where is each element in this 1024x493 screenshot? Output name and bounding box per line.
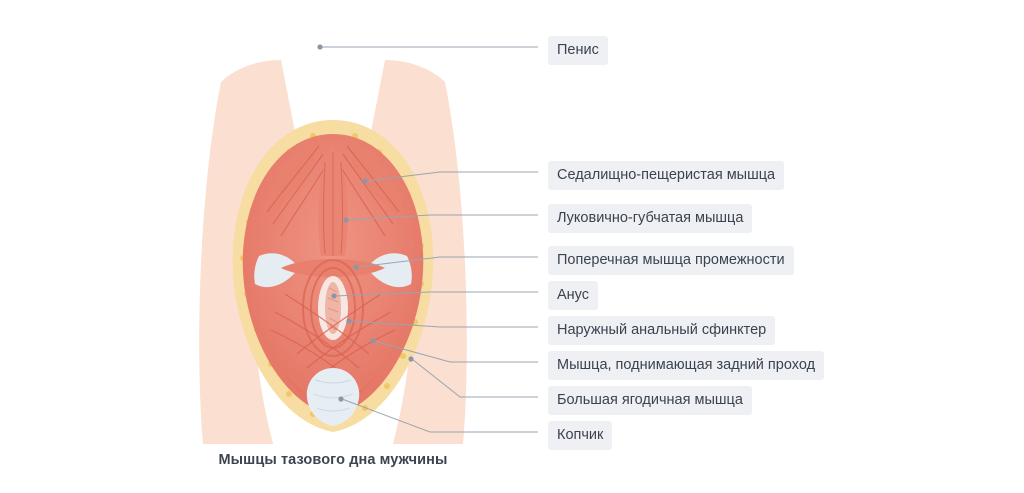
figure-caption: Мышцы тазового дна мужчины (218, 452, 448, 468)
label-levator-ani[interactable]: Мышца, поднимающая задний проход (548, 351, 824, 380)
label-external-anal-sphincter[interactable]: Наружный анальный сфинктер (548, 316, 775, 345)
label-transverse-perineal[interactable]: Поперечная мышца промежности (548, 246, 794, 275)
pelvic-floor-illustration (163, 12, 503, 444)
label-coccyx[interactable]: Копчик (548, 421, 612, 450)
anatomy-illustration-card (163, 12, 503, 444)
label-gluteus-maximus[interactable]: Большая ягодичная мышца (548, 386, 752, 415)
label-ischiocavernosus[interactable]: Седалищно-пещеристая мышца (548, 161, 784, 190)
label-bulbospongiosus[interactable]: Луковично-губчатая мышца (548, 204, 752, 233)
label-anus[interactable]: Анус (548, 281, 598, 310)
label-penis[interactable]: Пенис (548, 36, 608, 65)
